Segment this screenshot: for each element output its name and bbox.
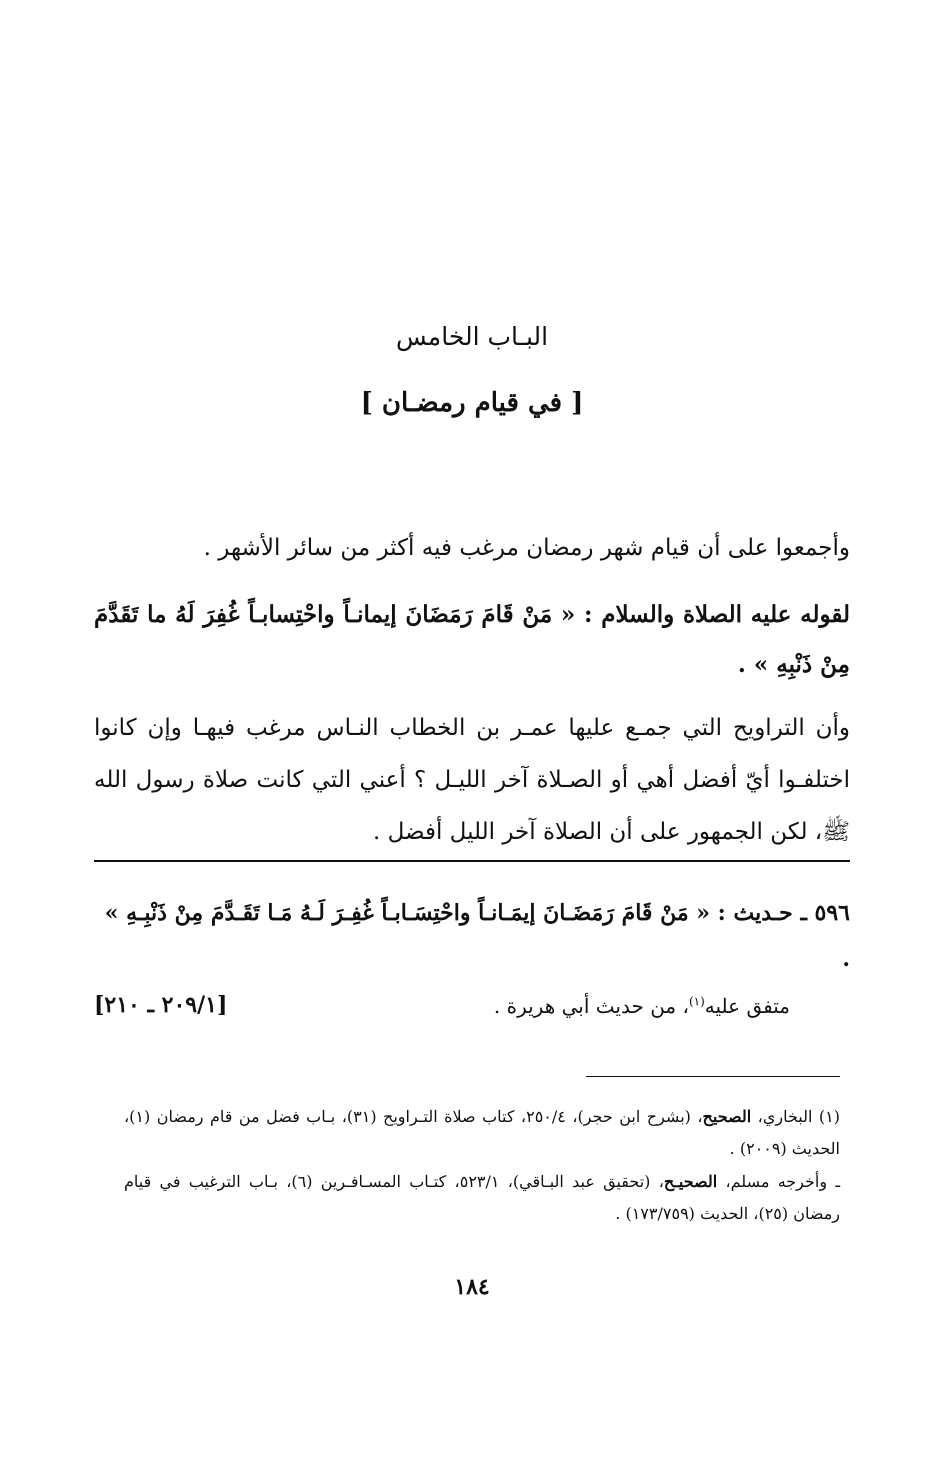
body-paragraph-tarawih: وأن التراويح التي جمـع عليها عمـر بن الخطاب النـاس مرغب فيهـا وإن كانوا اختلفـوا أيّ أفضل أهي أو الصـلاة آخر الليـل ؟ أعني التي كانت صلاة رسول الله ﷺ، لكن الجمهور على أن الصلاة آخر الليل أفضل . <box>94 715 850 845</box>
attribution-text: متفق عليه <box>704 994 790 1018</box>
chapter-label: البـاب الخامس <box>395 322 549 351</box>
footnote-divider <box>586 1076 840 1077</box>
footnote-bukhari <box>124 1101 840 1165</box>
hadith-text: ٥٩٦ ـ حـديث : « مَنْ قَامَ رَمَضَـانَ إيمَـانـاً واحْتِسَـابـاً غُفِـرَ لَـهُ مَـا تَقَـدَّمَ مِنْ ذَنْبِـهِ » . <box>104 900 850 972</box>
footnote-muslim <box>124 1166 840 1230</box>
footnote-source-title: الصحيح <box>702 1107 752 1126</box>
body-paragraph-consensus: وأجمعوا على أن قيام شهر رمضان مرغب فيه أكثر من سائر الأشهر . <box>203 535 850 561</box>
body-paragraph-prophet-saying: لقوله عليه الصلاة والسلام : « مَنْ قَامَ رَمَضَانَ إيمانـاً واحْتِسابـاً غُفِرَ لَهُ ما تَقَدَّمَ مِنْ ذَنْبِهِ » . <box>94 601 850 678</box>
footnote-details: ، (تحقيق عبد البـاقي)، ٥٢٣/١، كتـاب المسـافـرين (٦)، بـاب الترغيب في قيام رمضان (٢٥)، الحديث (١٧٣/٧٥٩) . <box>124 1172 840 1223</box>
attribution-source: ، من حديث أبي هريرة . <box>493 994 689 1018</box>
hadith-attribution <box>494 994 790 1018</box>
footnote-prefix: (١) البخاري، <box>751 1107 840 1126</box>
hadith-reference: [٢٠٩/١ ـ ٢١٠] <box>94 992 228 1018</box>
footnote-prefix: ـ وأخرجه مسلم، <box>717 1172 841 1191</box>
chapter-title: [ في قيام رمضـان ] <box>360 388 584 418</box>
footnote-details: ، (بشرح ابن حجر)، ٢٥٠/٤، كتاب صلاة التـراويح (٣١)، بـاب فضل من قام رمضان (١)، الحديث (٢٠٠٩) . <box>124 1107 840 1158</box>
page-number: ١٨٤ <box>454 1274 490 1300</box>
footnote-source-title: الصحيـح <box>663 1172 718 1191</box>
section-divider <box>94 860 850 862</box>
footnote-marker: (١) <box>688 994 705 1009</box>
